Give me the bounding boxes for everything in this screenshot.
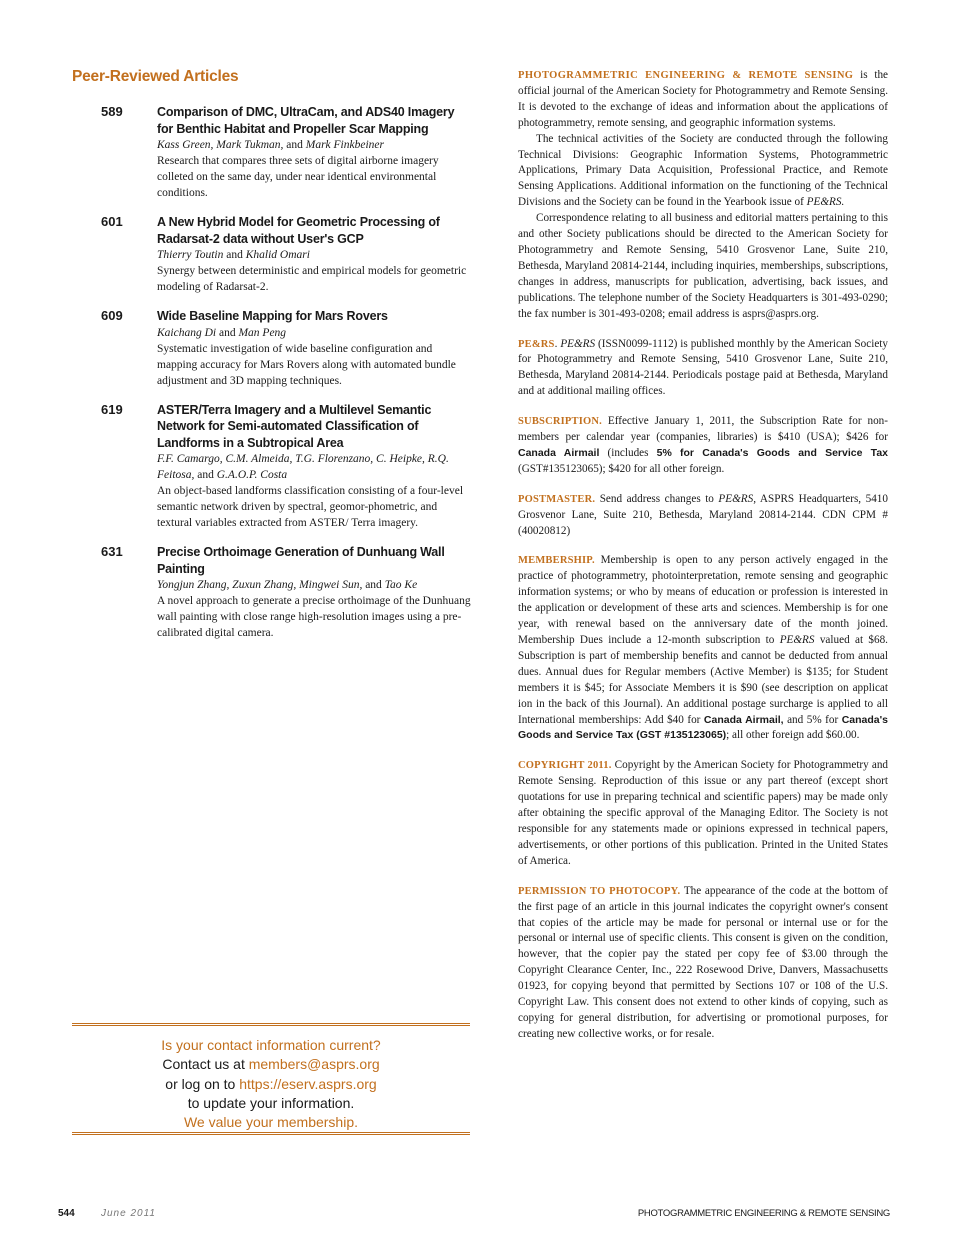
article-authors: Yongjun Zhang, Zuxun Zhang, Mingwei Sun, and Tao Ke xyxy=(157,579,418,591)
subscription-paragraph: SUBSCRIPTION. Effective January 1, 2011, the Subscription Rate for non-members per calendar year (companies, libraries) is $410 (USA); $426 for Canada Airmail (includes 5% for Canada's Goods and Service Tax (GST#135123065); $420 for all other foreign. xyxy=(518,415,888,475)
article-description: Synergy between deterministic and empirical models for geometric modeling of Radarsat-2. xyxy=(157,265,467,293)
contact-info-box xyxy=(72,1023,470,1135)
page-footer xyxy=(0,1208,960,1222)
journal-running-title: PHOTOGRAMMETRIC ENGINEERING & REMOTE SENSING xyxy=(637,1208,890,1219)
pers-paragraph: PE&RS. PE&RS (ISSN0099-1112) is published monthly by the American Society for Photogrammetry and Remote Sensing, 5410 Grosvenor Lane, Suite 210, Bethesda, Maryland 20814-2144. Periodicals postage paid at Bethesda, Maryland and at additional mailing offices. xyxy=(518,337,888,398)
article-authors: Thierry Toutin and Khalid Omari xyxy=(157,249,310,261)
article-title[interactable]: ASTER/Terra Imagery and a Multilevel Semantic Network for Semi-automated Classification of Landforms in a Subtropical Area xyxy=(157,402,432,450)
article-entry xyxy=(72,402,472,532)
intro-paragraph: PHOTOGRAMMETRIC ENGINEERING & REMOTE SENSING is the official journal of the American Society for Photogrammetry and Remote Sensing. It is devoted to the exchange of ideas and information about the applications of photogrammetry, remote sensing, and geographic information systems. xyxy=(518,69,888,129)
article-entry xyxy=(72,544,472,641)
article-entry xyxy=(72,214,472,295)
journal-name: PHOTOGRAMMETRIC ENGINEERING & REMOTE SENSING xyxy=(518,70,854,81)
article-page-number: 631 xyxy=(101,544,123,559)
membership-label: MEMBERSHIP. xyxy=(518,555,595,567)
copyright-label: COPYRIGHT 2011. xyxy=(518,760,612,772)
postmaster-label: POSTMASTER. xyxy=(518,493,596,505)
article-title[interactable]: Precise Orthoimage Generation of Dunhuang Wall Painting xyxy=(157,545,445,576)
permission-label: PERMISSION TO PHOTOCOPY. xyxy=(518,885,681,897)
copyright-paragraph: COPYRIGHT 2011. Copyright by the American Society for Photogrammetry and Remote Sensing. Reproduction of this issue or any part thereof (except short quotations for use in preparing technical and scientific papers) may be made only after obtaining the specific approval of the Managing Editor. The Society is not responsible for any statements made or opinions expressed in technical papers, advertisements, or other portions of this publication. Printed in the United States of America. xyxy=(518,759,889,867)
article-authors: Kass Green, Mark Tukman, and Mark Finkbeiner xyxy=(157,139,384,151)
email-link[interactable]: members@asprs.org xyxy=(248,1056,380,1073)
membership-paragraph: MEMBERSHIP. Membership is open to any person actively engaged in the practice of photogrammetry, photointerpretation, remote sensing and geographic information systems; or who by means of education or profession is interested in the application or development of these arts and sciences. Membership is for one year, with renewal based on the anniversary date of the month joined. Membership Dues include a 12-month subscription to PE&RS valued at $68. Subscription is part of membership benefits and cannot be deducted from annual dues. Annual dues for Regular members (Active Member) is $135; for Student members it is $45; for Associate Members it is $90 (see description on applicat ion in the back of this Journal). An additional postage surcharge is applied to all International memberships: Add $40 for Canada Airmail, and 5% for Canada's Goods and Service Tax (GST #135123065); all other foreign add $60.00. xyxy=(518,554,888,742)
article-description: An object-based landforms classification consisting of a four-level semantic network driven by spectral, geomor-phometric, and textural variables extracted from ASTER/ Terra imagery. xyxy=(157,485,464,529)
contact-update-line: to update your information. xyxy=(187,1094,355,1111)
contact-url-line: or log on to https://eserv.asprs.org xyxy=(165,1075,377,1092)
article-entry xyxy=(72,104,472,201)
contact-question: Is your contact information current? xyxy=(161,1037,381,1053)
article-page-number: 609 xyxy=(101,308,123,323)
article-title[interactable]: Wide Baseline Mapping for Mars Rovers xyxy=(157,309,388,323)
article-page-number: 589 xyxy=(101,104,123,119)
article-authors: Kaichang Di and Man Peng xyxy=(157,326,287,339)
article-description: Research that compares three sets of digital airborne imagery colleted on the same day, under near identical environmental conditions. xyxy=(157,155,439,199)
eserv-link[interactable]: https://eserv.asprs.org xyxy=(239,1075,377,1092)
correspondence-paragraph: Correspondence relating to all business and editorial matters pertaining to this and other Society publications should be directed to the American Society for Photogrammetry and Remote Sensing, 5410 Grosvenor Lane, Suite 210, Bethesda, Maryland 20814-2144, including inquiries, memberships, subscriptions, changes in address, manuscripts for publication, advertising, back issues, and publications. The telephone number of the Society Headquarters is 301-493-0290; the fax number is 301-493-0208; email address is asprs@asprs.org. xyxy=(518,212,888,320)
subscription-label: SUBSCRIPTION. xyxy=(518,416,602,428)
issue-date: June 2011 xyxy=(101,1208,156,1219)
article-entry xyxy=(72,308,472,389)
contact-value-line: We value your membership. xyxy=(183,1114,359,1131)
article-title[interactable]: Comparison of DMC, UltraCam, and ADS40 Imagery for Benthic Habitat and Propeller Scar Mapping xyxy=(157,105,455,136)
articles-column xyxy=(72,68,472,654)
section-heading: Peer-Reviewed Articles xyxy=(72,68,239,85)
article-description: A novel approach to generate a precise orthoimage of the Dunhuang wall painting with close range high-resolution images using a pre-calibrated digital camera. xyxy=(157,595,471,639)
contact-email-line: Contact us at members@asprs.org xyxy=(162,1056,380,1073)
technical-paragraph: The technical activities of the Society are conducted through the following Technical Divisions: Geographic Information Systems, Photogrammetric Applications, Primary Data Acquisition, Professional Practice, and Remote Sensing Applications. Additional information on the functioning of the Technical Divisions and the Society can be found in the Yearbook issue of PE&RS. xyxy=(518,132,888,209)
article-description: Systematic investigation of wide baseline configuration and mapping accuracy for Mars Rovers along with automated bundle adjustment and 3D mapping techniques. xyxy=(157,342,456,387)
permission-paragraph: PERMISSION TO PHOTOCOPY. The appearance of the code at the bottom of the first page of an article in this journal indicates the copyright owner's consent that copies of the article may be made for personal or internal use or for the personal or internal use of specific clients. This consent is given on the condition, however, that the copier pay the stated per copy fee of $3.00 through the Copyright Clearance Center, Inc., 222 Rosewood Drive, Danvers, Massachusetts 01923, for copying beyond that permitted by Sections 107 or 108 of the U.S. Copyright Law. This consent does not extend to other kinds of copying, such as copying for general distribution, for advertising or promotional purposes, for creating new collective works, or for resale. xyxy=(518,884,888,1040)
postmaster-paragraph: POSTMASTER. Send address changes to PE&RS, ASPRS Headquarters, 5410 Grosvenor Lane, Suite 210, Bethesda, Maryland 20814-2144. CDN CPM #(40020812) xyxy=(518,492,888,537)
society-info-column xyxy=(518,68,888,1043)
article-page-number: 601 xyxy=(101,214,123,229)
article-page-number: 619 xyxy=(101,401,123,417)
article-authors: F.F. Camargo, C.M. Almeida, T.G. Florenzano, C. Heipke, R.Q. Feitosa, and G.A.O.P. Costa xyxy=(157,453,449,481)
page-number: 544 xyxy=(58,1208,75,1219)
article-title[interactable]: A New Hybrid Model for Geometric Processing of Radarsat-2 data without User's GCP xyxy=(157,215,440,246)
pers-label: PE&RS xyxy=(518,338,555,350)
